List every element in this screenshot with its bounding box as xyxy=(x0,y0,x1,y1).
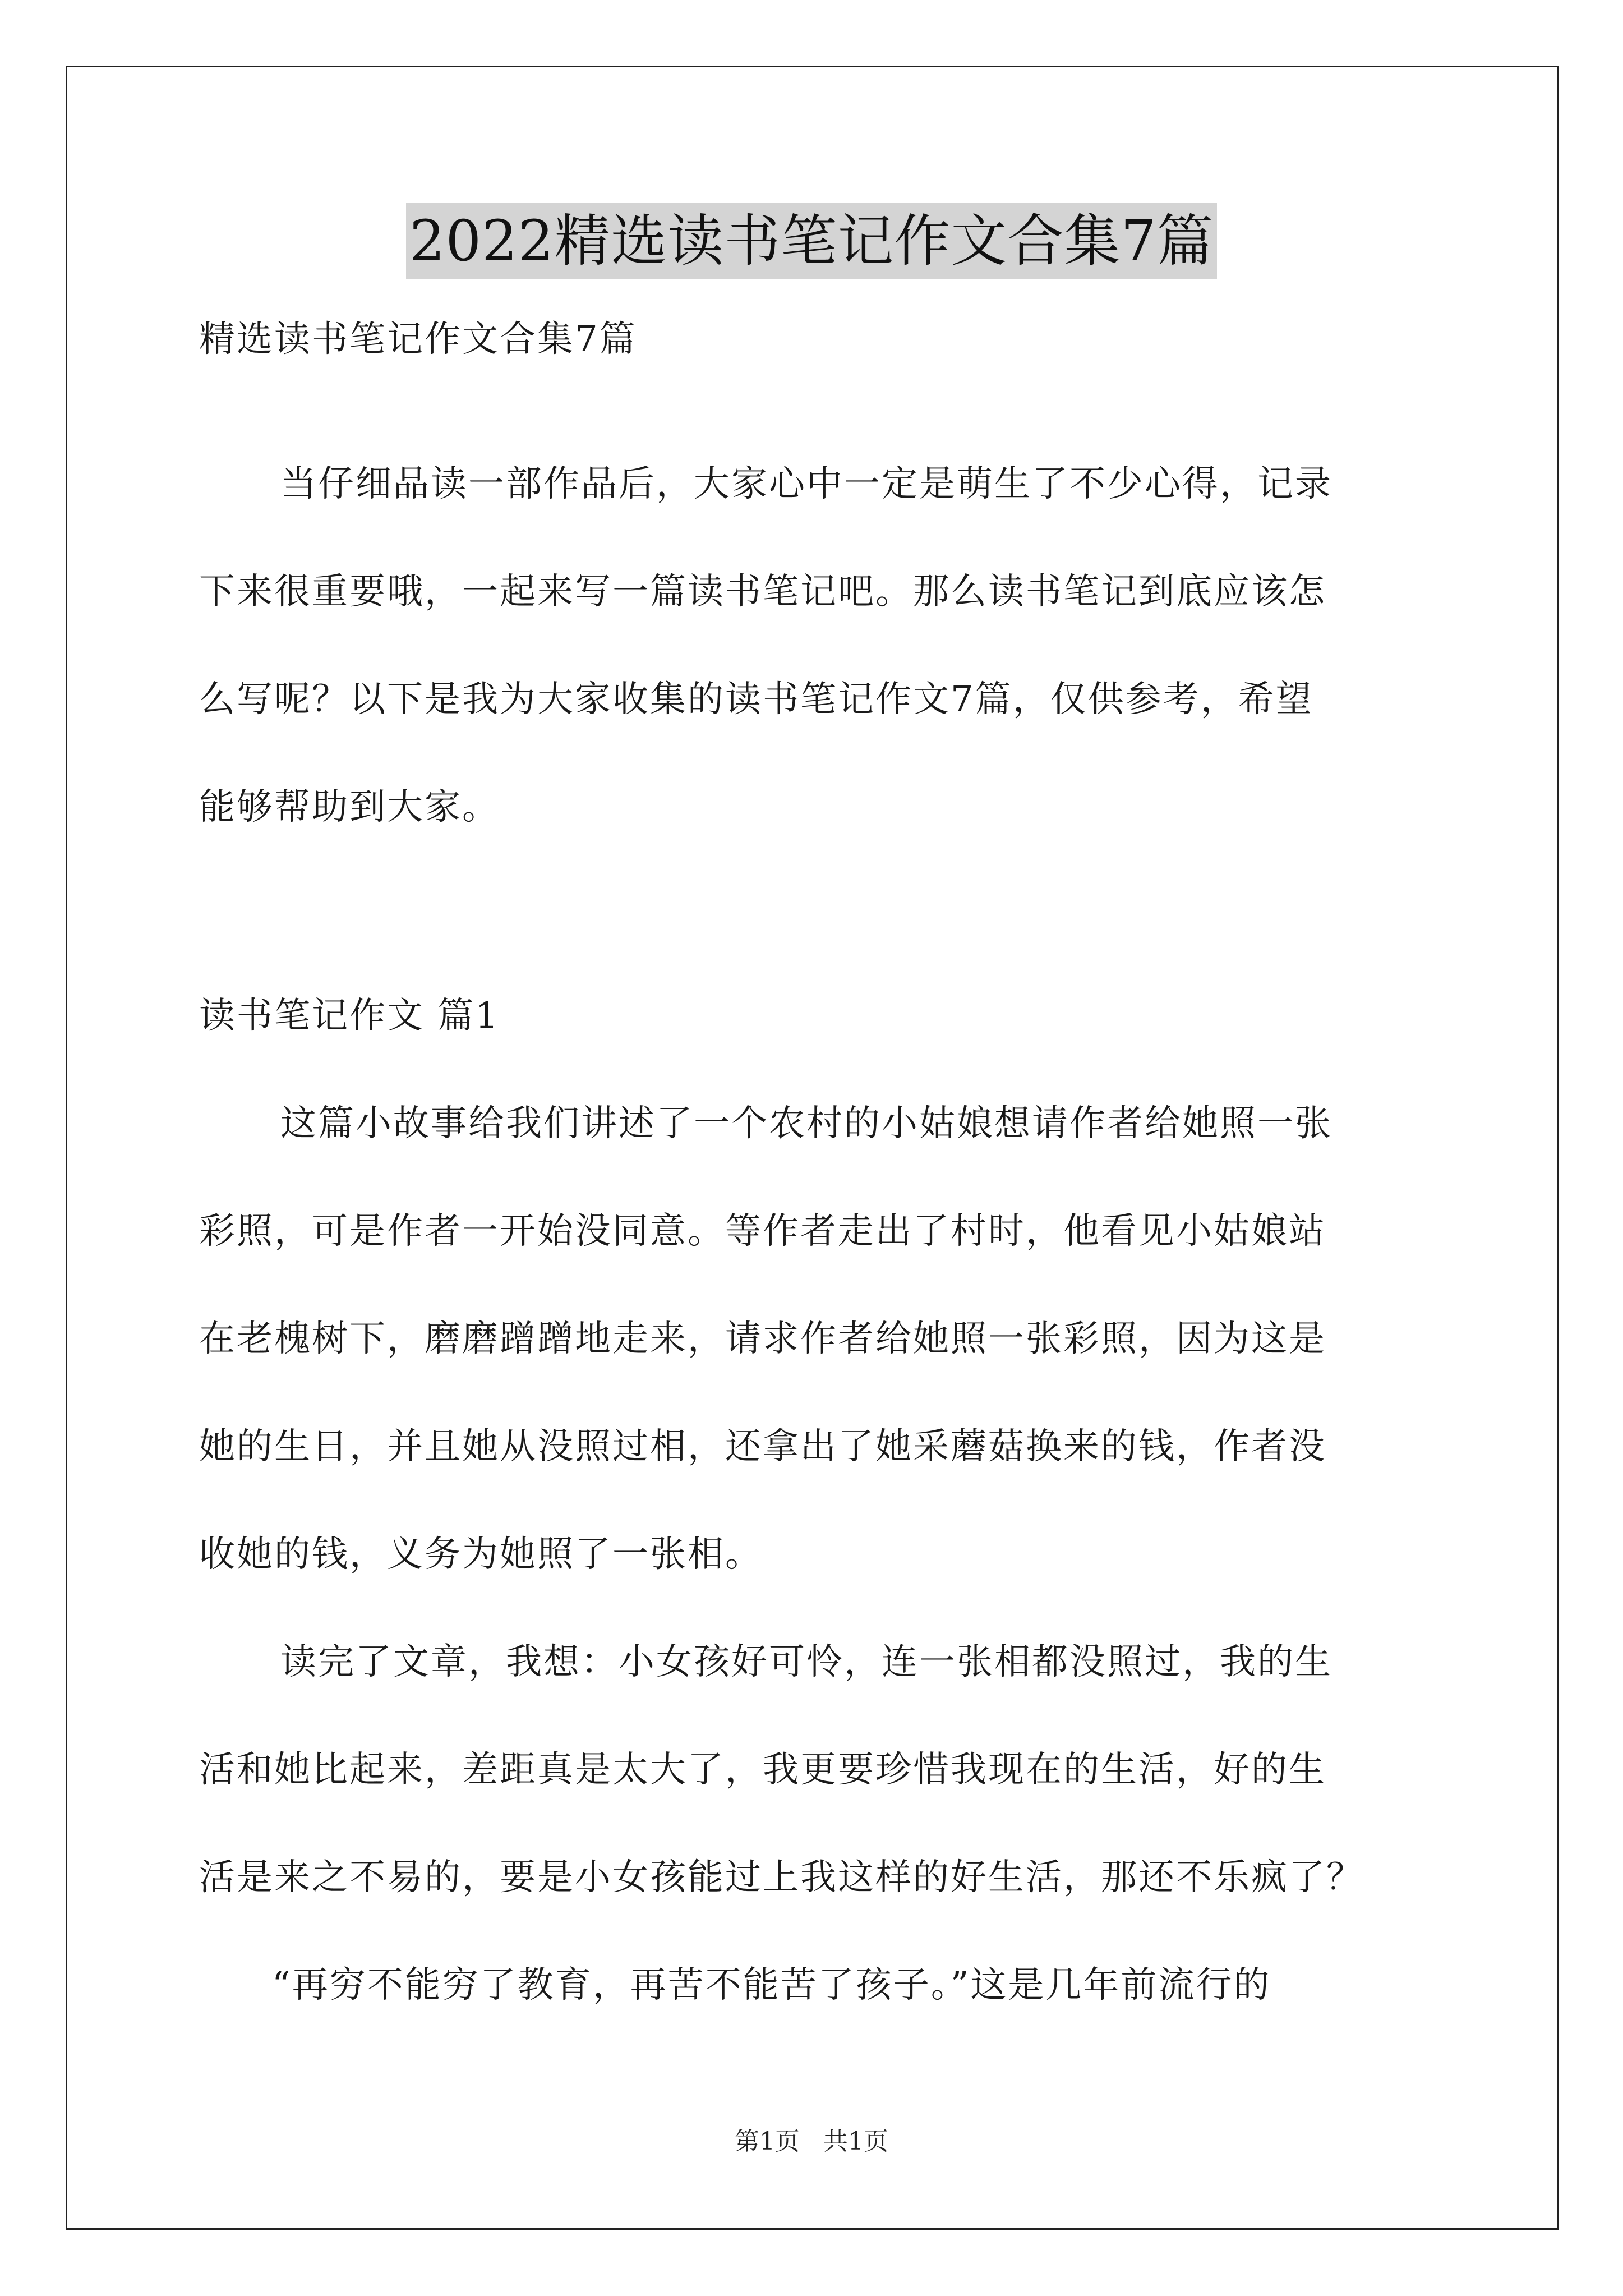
section-heading: 读书笔记作文 篇1 xyxy=(199,995,500,1037)
paragraph-line: 活是来之不易的，要是小女孩能过上我这样的好生活，那还不乐疯了？ xyxy=(199,1857,1364,1898)
paragraph-line: 彩照，可是作者一开始没同意。等作者走出了村时，他看见小姑娘站 xyxy=(199,1211,1326,1252)
paragraph-line: 这篇小故事给我们讲述了一个农村的小姑娘想请作者给她照一张 xyxy=(280,1103,1332,1144)
page-footer: 第1页 共1页 xyxy=(735,2127,888,2156)
title-container xyxy=(0,203,1623,279)
intro-line: 当仔细品读一部作品后，大家心中一定是萌生了不少心得，记录 xyxy=(280,463,1332,505)
paragraph-line: 活和她比起来，差距真是太大了，我更要珍惜我现在的生活，好的生 xyxy=(199,1749,1326,1791)
paragraph-line: “再穷不能穷了教育，再苦不能苦了孩子。”这是几年前流行的 xyxy=(272,1964,1271,2006)
intro-line: 么写呢？以下是我为大家收集的读书笔记作文7篇，仅供参考，希望 xyxy=(199,679,1313,720)
paragraph-line: 收她的钱，义务为她照了一张相。 xyxy=(199,1534,763,1575)
document-title: 2022精选读书笔记作文合集7篇 xyxy=(406,203,1217,279)
paragraph-line: 在老槐树下，磨磨蹭蹭地走来，请求作者给她照一张彩照，因为这是 xyxy=(199,1318,1326,1360)
document-subtitle: 精选读书笔记作文合集7篇 xyxy=(199,319,637,360)
paragraph-line: 读完了文章，我想：小女孩好可怜，连一张相都没照过，我的生 xyxy=(280,1641,1332,1683)
intro-line: 能够帮助到大家。 xyxy=(199,786,500,828)
paragraph-line: 她的生日，并且她从没照过相，还拿出了她采蘑菇换来的钱，作者没 xyxy=(199,1426,1326,1467)
intro-line: 下来很重要哦，一起来写一篇读书笔记吧。那么读书笔记到底应该怎 xyxy=(199,571,1326,613)
